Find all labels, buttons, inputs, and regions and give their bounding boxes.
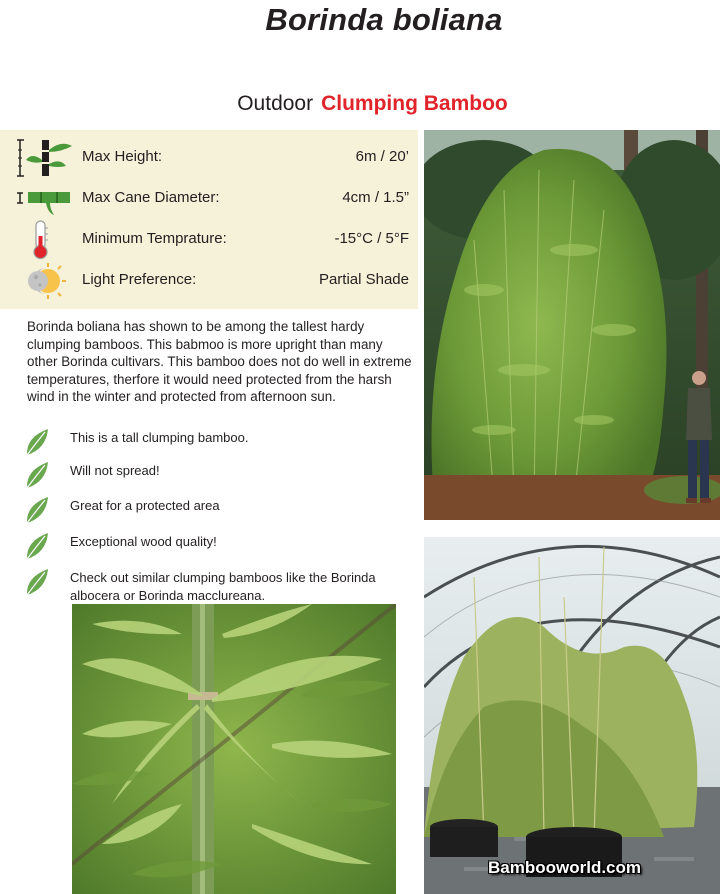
spec-label: Max Cane Diameter: [82, 189, 220, 206]
subtitle-accent: Clumping Bamboo [321, 92, 508, 115]
spec-row-height [0, 138, 418, 178]
page-title: Borinda boliana [265, 2, 503, 37]
specs-panel [0, 130, 418, 309]
spec-value: 4cm / 1.5” [342, 189, 409, 206]
feature-text: Check out similar clumping bamboos like the Borinda albocera or Borinda macclureana. [70, 570, 376, 603]
cane-diameter-icon [16, 179, 74, 219]
spec-label: Max Height: [82, 148, 163, 165]
leaf-icon [24, 567, 50, 597]
sun-moon-icon [16, 261, 74, 301]
leaf-icon [24, 427, 50, 457]
spec-row-light [0, 261, 418, 301]
page-subtitle [0, 92, 720, 116]
spec-label: Light Preference: [82, 271, 197, 288]
spec-row-diameter [0, 179, 418, 219]
spec-value: 6m / 20’ [355, 148, 409, 165]
feature-text: This is a tall clumping bamboo. [70, 430, 249, 445]
height-bamboo-icon [16, 138, 74, 178]
watermark: Bambooworld.com [488, 858, 642, 877]
feature-text: Will not spread! [70, 463, 160, 478]
subtitle-prefix: Outdoor [237, 92, 314, 115]
spec-value: -15°C / 5°F [334, 230, 409, 247]
leaf-icon [24, 495, 50, 525]
leaf-icon [24, 531, 50, 561]
greenhouse-bamboo-photo [424, 537, 720, 894]
bamboo-leaves-closeup-photo [72, 604, 396, 894]
bamboo-clump-photo [424, 130, 720, 520]
leaf-icon [24, 460, 50, 490]
thermometer-icon [16, 220, 74, 260]
spec-label: Minimum Temprature: [82, 230, 227, 247]
description-text: Borinda boliana has shown to be among the tallest hardy clumping bamboos. This babmoo is more upright than many other Borinda cultivars. This bamboo does not do well in extreme temperatures, therfore it would need protected from the harsh wind in the winter and protected from afternoon sun. [27, 319, 412, 404]
spec-row-temperature [0, 220, 418, 260]
feature-text: Exceptional wood quality! [70, 534, 217, 549]
spec-value: Partial Shade [318, 271, 409, 288]
feature-text: Great for a protected area [70, 498, 220, 513]
